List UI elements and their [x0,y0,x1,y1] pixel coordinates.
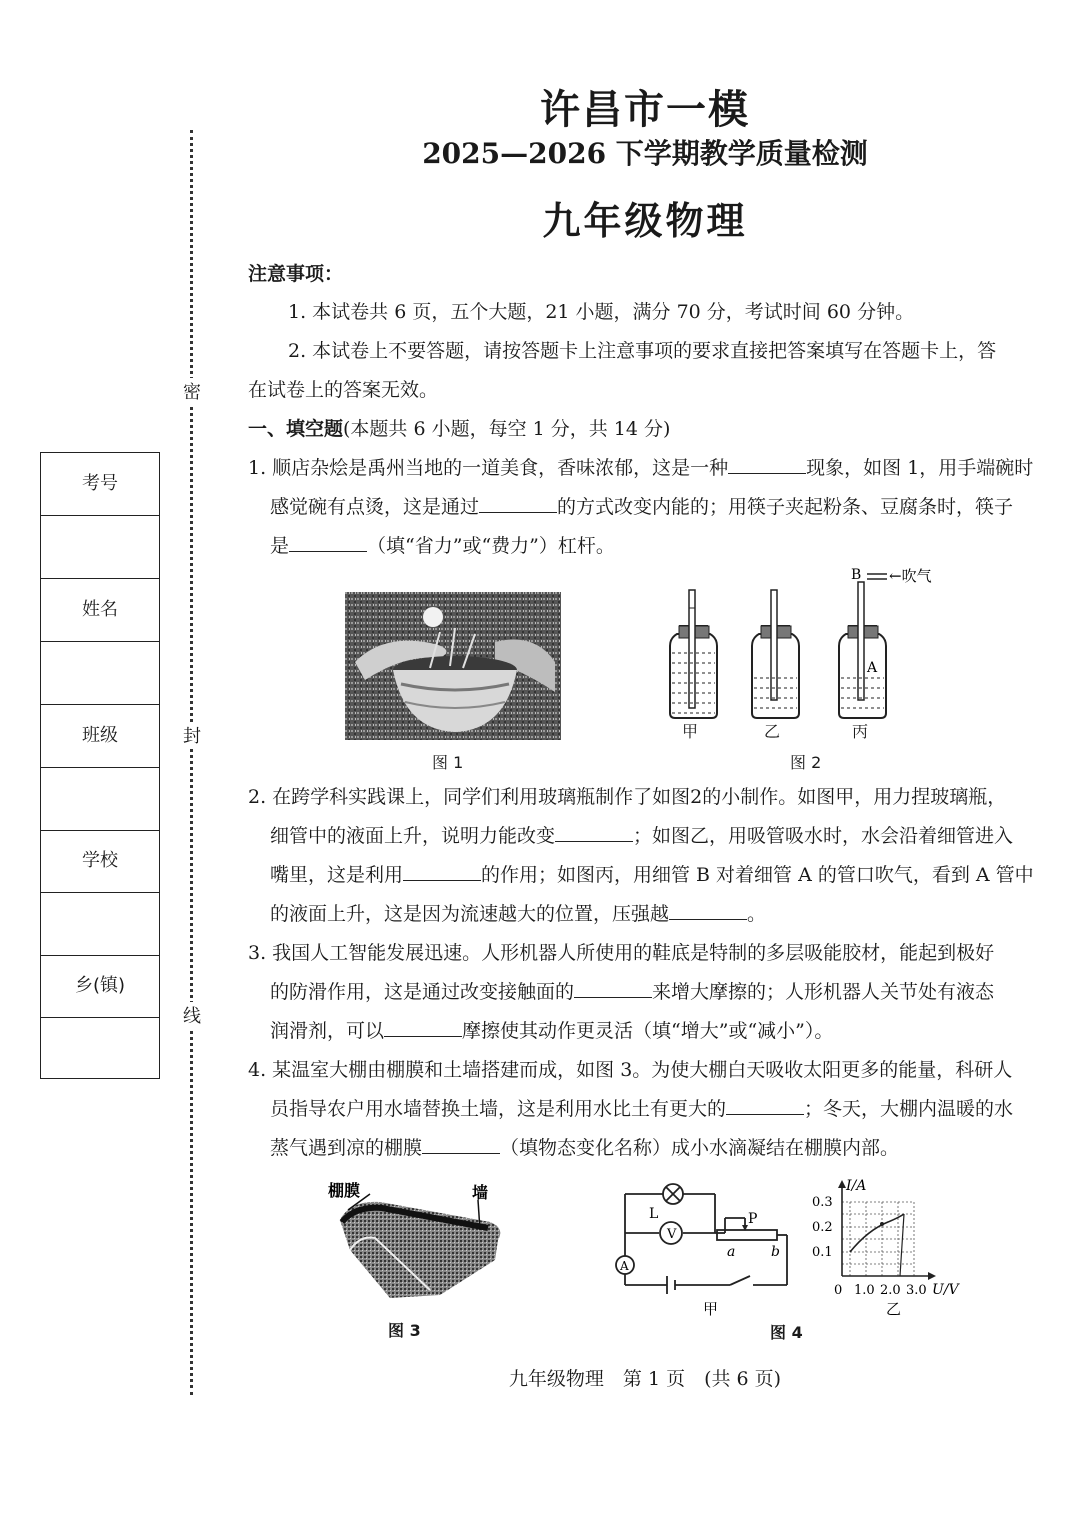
figure1-caption: 图 1 [432,753,464,772]
q2-text: 的作用；如图丙，用细管 B 对着细管 A 的管口吹气，看到 A 管中 [481,864,1034,886]
seal-char-xian: 线 [180,1002,204,1028]
exam-subject: 九年级物理 [542,199,748,243]
q3-text: 摩擦使其动作更灵活（填“增大”或“减小”）。 [462,1020,834,1042]
end-a-label: a [727,1244,736,1260]
q4-blank-1[interactable] [726,1094,804,1115]
q2-blank-1[interactable] [555,821,633,842]
q4-line3 [270,1129,899,1167]
seal-char-feng: 封 [180,722,204,748]
q3-line3 [270,1012,833,1050]
student-info-box [40,452,160,1079]
bottle-label-yi: 乙 [764,722,781,741]
figure2-caption: 图 2 [790,753,822,772]
q2-text: 的液面上升，这是因为流速越大的位置，压强越 [270,903,670,925]
figure1-bowl-photo [345,592,561,740]
field-label-name: 姓名 [41,579,159,642]
section1-desc: (本题共 6 小题，每空 1 分，共 14 分) [343,418,671,440]
x-tick-0: 0 [834,1283,843,1298]
graph-sub-label: 乙 [886,1300,902,1318]
x-tick-1.0: 1.0 [854,1283,875,1298]
circuit-sub-label: 甲 [703,1300,719,1318]
slider-label: P [748,1211,758,1227]
figure4-iu-graph [808,1174,978,1322]
q1-text: 是 [270,535,290,557]
q2-text: 细管中的液面上升，说明力能改变 [270,825,556,847]
q4-text: 蒸气遇到凉的棚膜 [270,1137,423,1159]
seal-char-mi: 密 [180,378,204,404]
q4-blank-2[interactable] [422,1133,500,1154]
field-label-school: 学校 [41,830,159,893]
field-input-exam-no[interactable] [41,516,159,579]
figure4-circuit [605,1178,795,1318]
q4-text: 员指导农户用水墙替换土墙，这是利用水比土有更大的 [270,1098,727,1120]
bottle-label-bing: 丙 [852,722,869,741]
q1-line2 [270,488,1013,526]
q2-text: 。 [747,903,767,925]
q1-blank-3[interactable] [289,531,367,552]
tube-b-label: B [851,568,862,583]
q4-line1: 4. 某温室大棚由棚膜和土墙搭建而成，如图 3。为使大棚白天吸收太阳更多的能量，科研人 [248,1059,1013,1081]
q2-blank-2[interactable] [403,860,481,881]
q4-line2 [270,1090,1013,1128]
y-tick-0.1: 0.1 [812,1245,833,1260]
ammeter-label: A [620,1259,629,1273]
notice-item-2a: 2. 本试卷上不要答题，请按答题卡上注意事项的要求直接把答案填写在答题卡上，答 [288,340,997,362]
blow-label: ←吹气 [889,568,932,585]
notice-item-2b: 在试卷上的答案无效。 [248,379,439,401]
field-label-exam-no: 考号 [41,453,159,516]
q1-text: （填“省力”或“费力”）杠杆。 [367,535,615,557]
q3-text: 的防滑作用，这是通过改变接触面的 [270,981,575,1003]
x-axis-label: U/V [932,1282,959,1298]
q2-text: 嘴里，这是利用 [270,864,404,886]
tube-a-label: A [867,660,878,676]
figure4-caption: 图 4 [770,1323,803,1342]
figure3-greenhouse [320,1180,510,1305]
q2-line1: 2. 在跨学科实践课上，同学们利用玻璃瓶制作了如图2的小制作。如图甲，用力捏玻璃瓶， [248,786,1007,808]
q4-text: ；冬天，大棚内温暖的水 [804,1098,1014,1120]
voltmeter-label: V [667,1227,677,1242]
notice-heading: 注意事项： [248,263,344,285]
bottle-yi [752,590,799,718]
y-tick-0.3: 0.3 [812,1195,833,1210]
film-label: 棚膜 [328,1181,361,1200]
end-b-label: b [771,1244,780,1260]
seal-dotted-line [190,130,193,1395]
q3-blank-1[interactable] [574,977,652,998]
field-input-class[interactable] [41,768,159,831]
field-input-town[interactable] [41,1018,159,1078]
page-footer: 九年级物理 第 1 页 (共 6 页) [508,1368,782,1390]
q4-text: （填物态变化名称）成小水滴凝结在棚膜内部。 [500,1137,900,1159]
field-input-name[interactable] [41,642,159,705]
q2-blank-3[interactable] [669,899,747,920]
field-input-school[interactable] [41,893,159,956]
q1-text: 1. 顺店杂烩是禹州当地的一道美食，香味浓郁，这是一种 [248,457,729,479]
q3-text: 来增大摩擦的；人形机器人关节处有液态 [652,981,995,1003]
q1-text: 感觉碗有点烫，这是通过 [270,496,480,518]
notice-item-1: 1. 本试卷共 6 页，五个大题，21 小题，满分 70 分，考试时间 60 分钟。 [288,301,915,323]
q2-line2 [270,817,1013,855]
section1-heading [248,410,670,448]
exam-title: 许昌市一模 [540,87,750,133]
section1-label: 一、填空题 [248,418,344,440]
q2-line3 [270,856,1034,894]
field-label-town: 乡(镇) [41,955,159,1018]
bottle-bing [839,568,932,718]
q1-text: 的方式改变内能的；用筷子夹起粉条、豆腐条时，筷子 [557,496,1014,518]
q3-blank-2[interactable] [384,1016,462,1037]
figure3-caption: 图 3 [388,1321,421,1340]
x-tick-2.0: 2.0 [880,1283,901,1298]
q3-line1: 3. 我国人工智能发展迅速。人形机器人所使用的鞋底是特制的多层吸能胶材，能起到极好 [248,942,995,964]
y-axis-label: I/A [846,1178,867,1194]
figure2-bottles [655,568,955,744]
q3-line2 [270,973,994,1011]
field-label-class: 班级 [41,705,159,768]
lamp-label: L [649,1206,659,1222]
x-tick-3.0: 3.0 [906,1283,927,1298]
q1-line1 [248,449,1033,487]
y-tick-0.2: 0.2 [812,1220,833,1235]
q2-text: ；如图乙，用吸管吸水时，水会沿着细管进入 [633,825,1014,847]
q2-line4 [270,895,766,933]
q1-line3 [270,527,615,565]
bottle-label-jia: 甲 [682,722,699,741]
exam-subtitle: 2025—2026 下学期教学质量检测 [422,137,868,170]
bottle-jia [670,590,717,718]
q1-blank-2[interactable] [479,492,557,513]
q1-blank-1[interactable] [728,453,806,474]
wall-label: 墙 [472,1183,489,1202]
q3-text: 润滑剂，可以 [270,1020,385,1042]
q1-text: 现象，如图 1，用手端碗时 [806,457,1034,479]
